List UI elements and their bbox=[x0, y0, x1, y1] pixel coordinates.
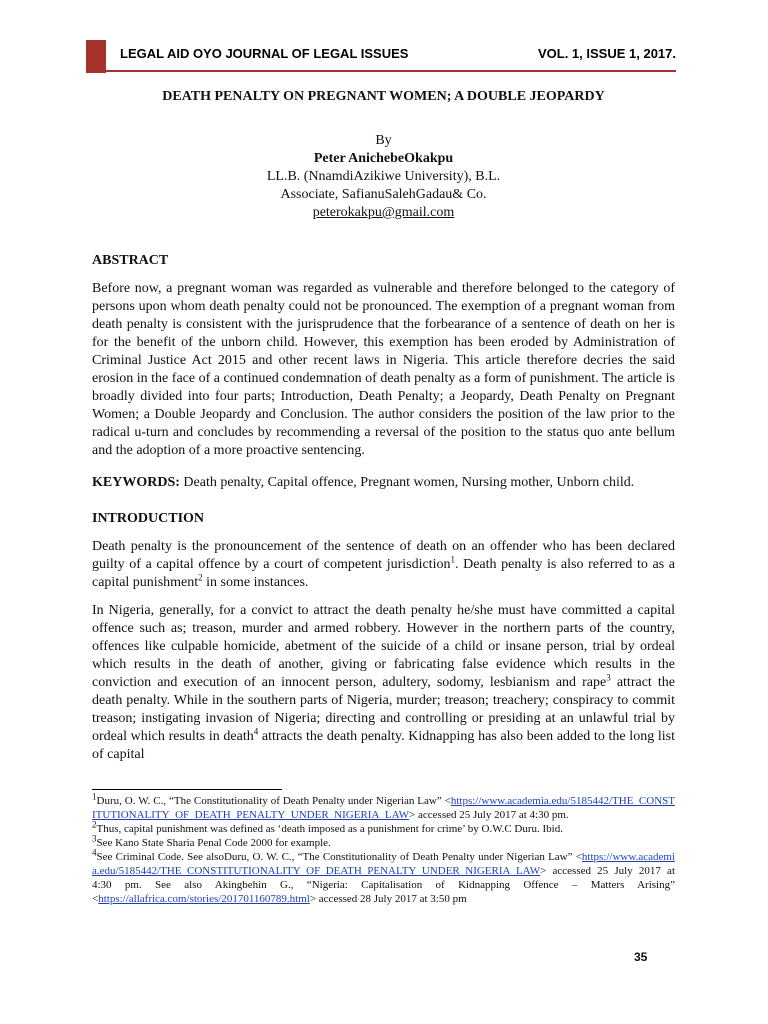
footnote-ref-1[interactable]: 1 bbox=[450, 554, 455, 565]
footnote-4-text-c: > accessed 28 July 2017 at 3:50 pm bbox=[309, 893, 467, 905]
footnote-1-text-b: > accessed 25 July 2017 at 4:30 pm. bbox=[409, 809, 569, 821]
footnote-2 bbox=[92, 819, 675, 836]
abstract-heading: ABSTRACT bbox=[92, 253, 169, 268]
header-rule bbox=[106, 70, 676, 72]
byline-by: By bbox=[375, 133, 392, 148]
footnote-2-number: 2 bbox=[92, 819, 97, 830]
footnote-1-link[interactable]: https://www.academia.edu/5185442/THE_CONSTITUTIONALITY_OF_DEATH_PENALTY_UNDER_NIGERIA_LAW bbox=[92, 795, 675, 821]
footnote-4-link-2[interactable]: https://allafrica.com/stories/201701160789.html bbox=[98, 893, 310, 905]
intro-p1-text-b: . Death penalty is also referred to as a capital punishment bbox=[92, 557, 675, 590]
footnote-ref-2[interactable]: 2 bbox=[198, 572, 203, 583]
intro-p2-text-c: attracts the death penalty. Kidnapping has also been added to the long list of capital bbox=[92, 729, 676, 762]
footnote-4-link-1[interactable]: https://www.academia.edu/5185442/THE_CONSTITUTIONALITY_OF_DEATH_PENALTY_UNDER_NIGERIA_LAW bbox=[92, 851, 675, 877]
footnote-4-text-b: > accessed 25 July 2017 at 4:30 pm. See also Akingbehin G., “Nigeria: Capitalisation of Kidnapping Offence – Matters Arising” < bbox=[92, 865, 675, 905]
intro-paragraph-2 bbox=[92, 602, 675, 764]
volume-issue: VOL. 1, ISSUE 1, 2017. bbox=[537, 46, 676, 61]
author-email-link[interactable]: peterokakpu@gmail.com bbox=[312, 205, 455, 220]
introduction-heading: INTRODUCTION bbox=[92, 511, 205, 526]
article-title: DEATH PENALTY ON PREGNANT WOMEN; A DOUBLE JEOPARDY bbox=[162, 89, 605, 104]
keywords-text: Death penalty, Capital offence, Pregnant women, Nursing mother, Unborn child. bbox=[179, 475, 635, 490]
footnote-separator bbox=[92, 789, 282, 790]
intro-p1-text-c: in some instances. bbox=[202, 575, 309, 590]
footnote-4-number: 4 bbox=[92, 847, 97, 858]
author-degree: LL.B. (NnamdiAzikiwe University), B.L. bbox=[266, 169, 501, 184]
page-number: 35 bbox=[634, 950, 648, 964]
footnote-4 bbox=[92, 847, 675, 906]
intro-p2-text-b: attract the death penalty. While in the southern parts of Nigeria, murder; treason; treachery; conspiracy to commit treason; instigating invasion of Nigeria; directing and controlling or presiding at an unlawful trial by ordeal which results in death bbox=[92, 675, 675, 744]
header-accent-block bbox=[86, 40, 106, 73]
keywords bbox=[92, 474, 675, 492]
footnote-1-text-a: Duru, O. W. C., “The Constitutionality of Death Penalty under Nigerian Law” < bbox=[96, 795, 451, 807]
intro-paragraph-1 bbox=[92, 538, 675, 592]
author-affiliation: Associate, SafianuSalehGadau& Co. bbox=[280, 187, 487, 202]
keywords-label: KEYWORDS: bbox=[92, 475, 180, 490]
footnote-2-text: Thus, capital punishment was defined as ‘death imposed as a punishment for crime’ by O.W.C Duru. Ibid. bbox=[96, 823, 563, 835]
footnote-ref-4[interactable]: 4 bbox=[253, 726, 259, 737]
footnote-4-text-a: See Criminal Code. See alsoDuru, O. W. C., “The Constitutionality of Death Penalty under Nigerian Law” < bbox=[96, 851, 582, 863]
article-body bbox=[92, 88, 675, 764]
intro-p2-text-a: In Nigeria, generally, for a convict to attract the death penalty he/she must have committed a capital offence such as; treason, murder and armed robbery. However in the northern parts of the country, offences like culpable homicide, abetment of the suicide of a child or insane person, trial by ordeal which results in the death of another, giving or fabricating false evidence which results in the conviction and execution of an innocent person, adultery, sodomy, lesbianism and rape bbox=[92, 603, 675, 690]
footnotes bbox=[92, 791, 675, 906]
footnote-3 bbox=[92, 833, 675, 850]
byline bbox=[92, 132, 675, 222]
journal-name: LEGAL AID OYO JOURNAL OF LEGAL ISSUES bbox=[120, 46, 409, 61]
author-name: Peter AnichebeOkakpu bbox=[313, 151, 454, 166]
footnote-1 bbox=[92, 791, 675, 822]
abstract-text: Before now, a pregnant woman was regarded as vulnerable and therefore belonged to the category of persons upon whom death penalty could not be pronounced. The exemption of a pregnant woman from death penalty is consistent with the jurisprudence that the forbearance of a sentence of death on her is for the benefit of the unborn child. However, this exemption has been eroded by Administration of Criminal Justice Act 2015 and other recent laws in Nigeria. This article therefore decries the said erosion in the face of a continued condemnation of death penalty as a form of punishment. The article is broadly divided into four parts; Introduction, Death Penalty; a Jeopardy, Death Penalty on Pregnant Women; a Double Jeopardy and Conclusion. The author considers the position of the law prior to the radical u-turn and concludes by recommending a reversal of the position to the status quo ante bellum and the adoption of a more proactive sentencing. bbox=[92, 281, 675, 458]
footnote-1-number: 1 bbox=[92, 791, 97, 802]
intro-p1-text-a: Death penalty is the pronouncement of the sentence of death on an offender who has been declared guilty of a capital offence by a court of competent jurisdiction bbox=[92, 539, 675, 572]
footnote-3-number: 3 bbox=[92, 833, 97, 844]
footnote-ref-3[interactable]: 3 bbox=[606, 672, 611, 683]
footnote-3-text: See Kano State Sharia Penal Code 2000 for example. bbox=[96, 837, 331, 849]
